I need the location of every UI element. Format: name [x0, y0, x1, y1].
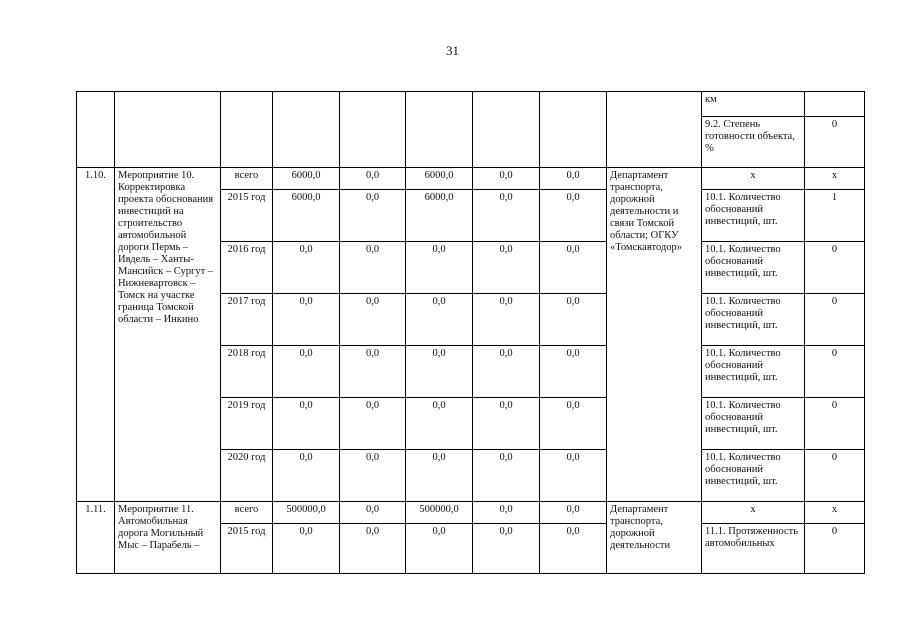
executor-cell: Департамент транспорта, дорожной деятельности [607, 502, 702, 574]
value-cell: 1 [805, 190, 865, 242]
amount-cell: 0,0 [540, 242, 607, 294]
value-cell: 0 [805, 398, 865, 450]
amount-cell: 0,0 [473, 502, 540, 524]
amount-cell: 0,0 [406, 450, 473, 502]
amount-cell: 0,0 [473, 524, 540, 574]
amount-cell: 0,0 [340, 398, 406, 450]
amount-cell: 0,0 [340, 346, 406, 398]
value-cell: 0 [805, 117, 865, 168]
indicator-cell: x [702, 168, 805, 190]
value-cell: 0 [805, 294, 865, 346]
amount-cell: 0,0 [273, 450, 340, 502]
year-cell: всего [221, 502, 273, 524]
table-row [77, 502, 865, 524]
year-cell: 2020 год [221, 450, 273, 502]
amount-cell: 0,0 [406, 398, 473, 450]
amount-cell: 0,0 [473, 168, 540, 190]
amount-cell: 0,0 [340, 502, 406, 524]
year-cell: 2019 год [221, 398, 273, 450]
item-number: 1.10. [77, 168, 115, 502]
value-cell: x [805, 502, 865, 524]
amount-cell: 0,0 [540, 294, 607, 346]
amount-cell: 500000,0 [406, 502, 473, 524]
amount-cell: 0,0 [540, 398, 607, 450]
indicator-cell: 10.1. Количество обоснований инвестиций, шт. [702, 398, 805, 450]
amount-cell: 6000,0 [406, 190, 473, 242]
amount-cell: 0,0 [540, 450, 607, 502]
indicator-cell: 9.2. Степень готовности объекта, % [702, 117, 805, 168]
amount-cell: 0,0 [406, 242, 473, 294]
value-cell [805, 92, 865, 117]
table-row [77, 168, 865, 190]
amount-cell: 0,0 [273, 398, 340, 450]
year-cell: 2018 год [221, 346, 273, 398]
value-cell: 0 [805, 242, 865, 294]
amount-cell: 0,0 [540, 502, 607, 524]
item-name: Мероприятие 11. Автомобильная дорога Могильный Мыс – Парабель – [115, 502, 221, 574]
year-cell: 2015 год [221, 524, 273, 574]
year-cell: 2016 год [221, 242, 273, 294]
amount-cell: 0,0 [273, 242, 340, 294]
amount-cell: 0,0 [406, 346, 473, 398]
executor-cell: Департамент транспорта, дорожной деятельности и связи Томской области; ОГКУ «Томскавтодор» [607, 168, 702, 502]
amount-cell: 0,0 [540, 346, 607, 398]
amount-cell: 0,0 [473, 294, 540, 346]
amount-cell: 0,0 [540, 524, 607, 574]
table-cell [406, 92, 473, 168]
amount-cell: 0,0 [473, 242, 540, 294]
table-cell [273, 92, 340, 168]
amount-cell: 0,0 [473, 450, 540, 502]
year-cell: всего [221, 168, 273, 190]
amount-cell: 0,0 [473, 398, 540, 450]
amount-cell: 0,0 [540, 190, 607, 242]
amount-cell: 0,0 [273, 346, 340, 398]
table-cell [607, 92, 702, 168]
amount-cell: 0,0 [340, 294, 406, 346]
amount-cell: 0,0 [340, 524, 406, 574]
indicator-cell: 10.1. Количество обоснований инвестиций, шт. [702, 450, 805, 502]
table-cell [221, 92, 273, 168]
amount-cell: 0,0 [473, 190, 540, 242]
table-row [77, 92, 865, 117]
program-table [76, 91, 865, 574]
table-cell [473, 92, 540, 168]
value-cell: 0 [805, 524, 865, 574]
year-cell: 2015 год [221, 190, 273, 242]
indicator-cell: 10.1. Количество обоснований инвестиций, шт. [702, 190, 805, 242]
indicator-cell: км [702, 92, 805, 117]
indicator-cell: x [702, 502, 805, 524]
amount-cell: 500000,0 [273, 502, 340, 524]
year-cell: 2017 год [221, 294, 273, 346]
amount-cell: 0,0 [340, 450, 406, 502]
amount-cell: 0,0 [273, 294, 340, 346]
amount-cell: 6000,0 [273, 168, 340, 190]
amount-cell: 0,0 [406, 524, 473, 574]
table-cell [340, 92, 406, 168]
table-cell [77, 92, 115, 168]
amount-cell: 6000,0 [406, 168, 473, 190]
value-cell: 0 [805, 346, 865, 398]
value-cell: x [805, 168, 865, 190]
item-name: Мероприятие 10. Корректировка проекта обоснования инвестиций на строительство автомобильной дороги Пермь – Ивдель – Ханты-Мансийск – Сургут – Нижневартовск – Томск на участке граница Томской области – Инкино [115, 168, 221, 502]
value-cell: 0 [805, 450, 865, 502]
item-number: 1.11. [77, 502, 115, 574]
table-cell [540, 92, 607, 168]
indicator-cell: 10.1. Количество обоснований инвестиций, шт. [702, 242, 805, 294]
indicator-cell: 10.1. Количество обоснований инвестиций, шт. [702, 346, 805, 398]
amount-cell: 6000,0 [273, 190, 340, 242]
amount-cell: 0,0 [340, 190, 406, 242]
amount-cell: 0,0 [473, 346, 540, 398]
amount-cell: 0,0 [406, 294, 473, 346]
indicator-cell: 11.1. Протяженность автомобильных [702, 524, 805, 574]
amount-cell: 0,0 [540, 168, 607, 190]
amount-cell: 0,0 [340, 242, 406, 294]
page-number: 31 [446, 43, 459, 58]
indicator-cell: 10.1. Количество обоснований инвестиций, шт. [702, 294, 805, 346]
amount-cell: 0,0 [273, 524, 340, 574]
amount-cell: 0,0 [340, 168, 406, 190]
table-cell [115, 92, 221, 168]
